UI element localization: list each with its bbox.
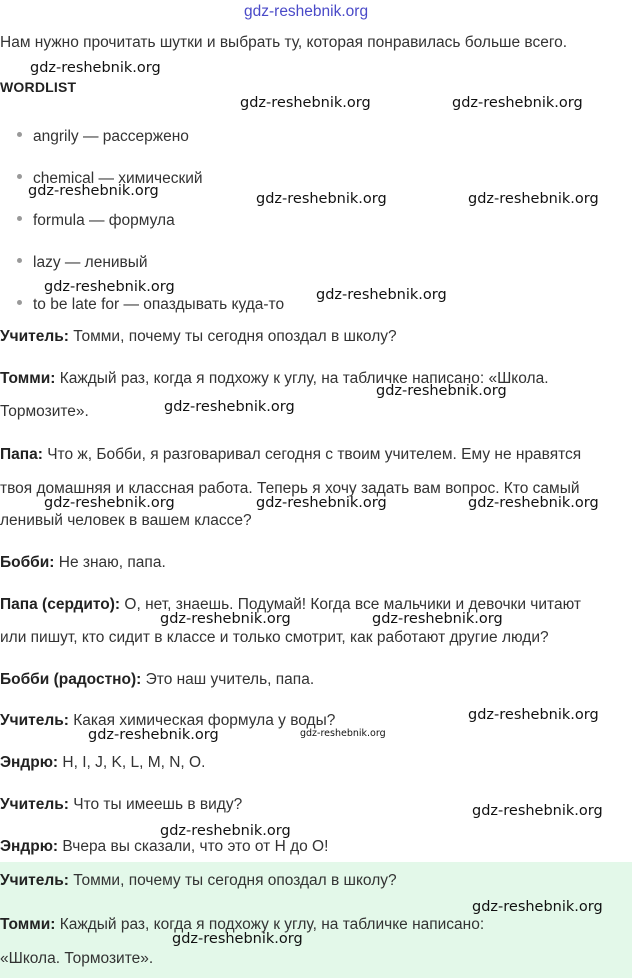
watermark: gdz-reshebnik.org: [376, 383, 507, 399]
watermark: gdz-reshebnik.org: [468, 495, 599, 511]
speaker: Учитель:: [0, 328, 69, 345]
list-item: lazy — ленивый: [17, 254, 148, 272]
speaker: Папа:: [0, 446, 43, 463]
dialogue-line: Бобби (радостно): Это наш учитель, папа.: [0, 671, 315, 688]
bullet-icon: [17, 258, 22, 263]
bullet-icon: [17, 132, 22, 137]
watermark: gdz-reshebnik.org: [300, 728, 386, 739]
watermark: gdz-reshebnik.org: [468, 191, 599, 207]
speaker: Томми:: [0, 916, 56, 933]
dialogue-line: Папа: Что ж, Бобби, я разговаривал сегодня с твоим учителем. Ему не нравятся: [0, 446, 582, 463]
dialogue-line-cont: или пишут, кто сидит в классе и только смотрит, как работают другие люди?: [0, 629, 549, 646]
intro-text: Нам нужно прочитать шутки и выбрать ту, которая понравилась больше всего.: [0, 34, 568, 51]
speaker: Учитель:: [0, 872, 69, 889]
list-item: chemical — химический: [17, 170, 203, 188]
dialogue-line-cont: «Школа. Тормозите».: [0, 950, 154, 967]
watermark: gdz-reshebnik.org: [160, 823, 291, 839]
bullet-icon: [17, 216, 22, 221]
watermark: gdz-reshebnik.org: [28, 183, 159, 199]
speaker: Томми:: [0, 370, 56, 387]
list-item: to be late for — опаздывать куда-то: [17, 296, 284, 314]
dialogue-line: Папа (сердито): О, нет, знаешь. Подумай! Когда все мальчики и девочки читают: [0, 596, 581, 613]
watermark: gdz-reshebnik.org: [164, 399, 295, 415]
speaker: Эндрю:: [0, 754, 59, 771]
watermark: gdz-reshebnik.org: [472, 899, 603, 915]
watermark: gdz-reshebnik.org: [30, 60, 161, 76]
watermark: gdz-reshebnik.org: [316, 287, 447, 303]
speaker: Папа (сердито):: [0, 596, 121, 613]
dialogue-line: Томми: Каждый раз, когда я подхожу к углу, на табличке написано:: [0, 916, 485, 933]
watermark: gdz-reshebnik.org: [88, 727, 219, 743]
watermark: gdz-reshebnik.org: [372, 611, 503, 627]
watermark: gdz-reshebnik.org: [240, 95, 371, 111]
dialogue-line-cont: твоя домашняя и классная работа. Теперь я хочу задать вам вопрос. Кто самый: [0, 480, 580, 497]
watermark: gdz-reshebnik.org: [160, 611, 291, 627]
dialogue-line-cont: Тормозите».: [0, 403, 89, 420]
wordlist-heading: WORDLIST: [0, 79, 77, 95]
dialogue-line: Учитель: Что ты имеешь в виду?: [0, 796, 243, 813]
watermark: gdz-reshebnik.org: [44, 279, 175, 295]
watermark: gdz-reshebnik.org: [256, 495, 387, 511]
speaker: Бобби:: [0, 554, 55, 571]
watermark: gdz-reshebnik.org: [452, 95, 583, 111]
list-item: formula — формула: [17, 212, 175, 230]
dialogue-line: Учитель: Томми, почему ты сегодня опоздал в школу?: [0, 328, 397, 345]
watermark: gdz-reshebnik.org: [172, 931, 303, 947]
dialogue-line: Бобби: Не знаю, папа.: [0, 554, 166, 571]
dialogue-line: Эндрю: H, I, J, K, L, M, N, O.: [0, 754, 206, 771]
speaker: Учитель:: [0, 712, 69, 729]
dialogue-line: Томми: Каждый раз, когда я подхожу к углу, на табличке написано: «Школа.: [0, 370, 549, 387]
watermark: gdz-reshebnik.org: [472, 803, 603, 819]
watermark: gdz-reshebnik.org: [468, 707, 599, 723]
speaker: Бобби (радостно):: [0, 671, 142, 688]
dialogue-line: Эндрю: Вчера вы сказали, что это от H до O!: [0, 838, 329, 855]
speaker: Эндрю:: [0, 838, 59, 855]
dialogue-line: Учитель: Какая химическая формула у воды?: [0, 712, 336, 729]
list-item: angrily — рассержено: [17, 128, 189, 146]
dialogue-line-cont: ленивый человек в вашем классе?: [0, 512, 252, 529]
bullet-icon: [17, 300, 22, 305]
dialogue-line: Учитель: Томми, почему ты сегодня опоздал в школу?: [0, 872, 397, 889]
top-watermark: gdz-reshebnik.org: [244, 3, 369, 20]
speaker: Учитель:: [0, 796, 69, 813]
watermark: gdz-reshebnik.org: [44, 495, 175, 511]
watermark: gdz-reshebnik.org: [256, 191, 387, 207]
bullet-icon: [17, 174, 22, 179]
